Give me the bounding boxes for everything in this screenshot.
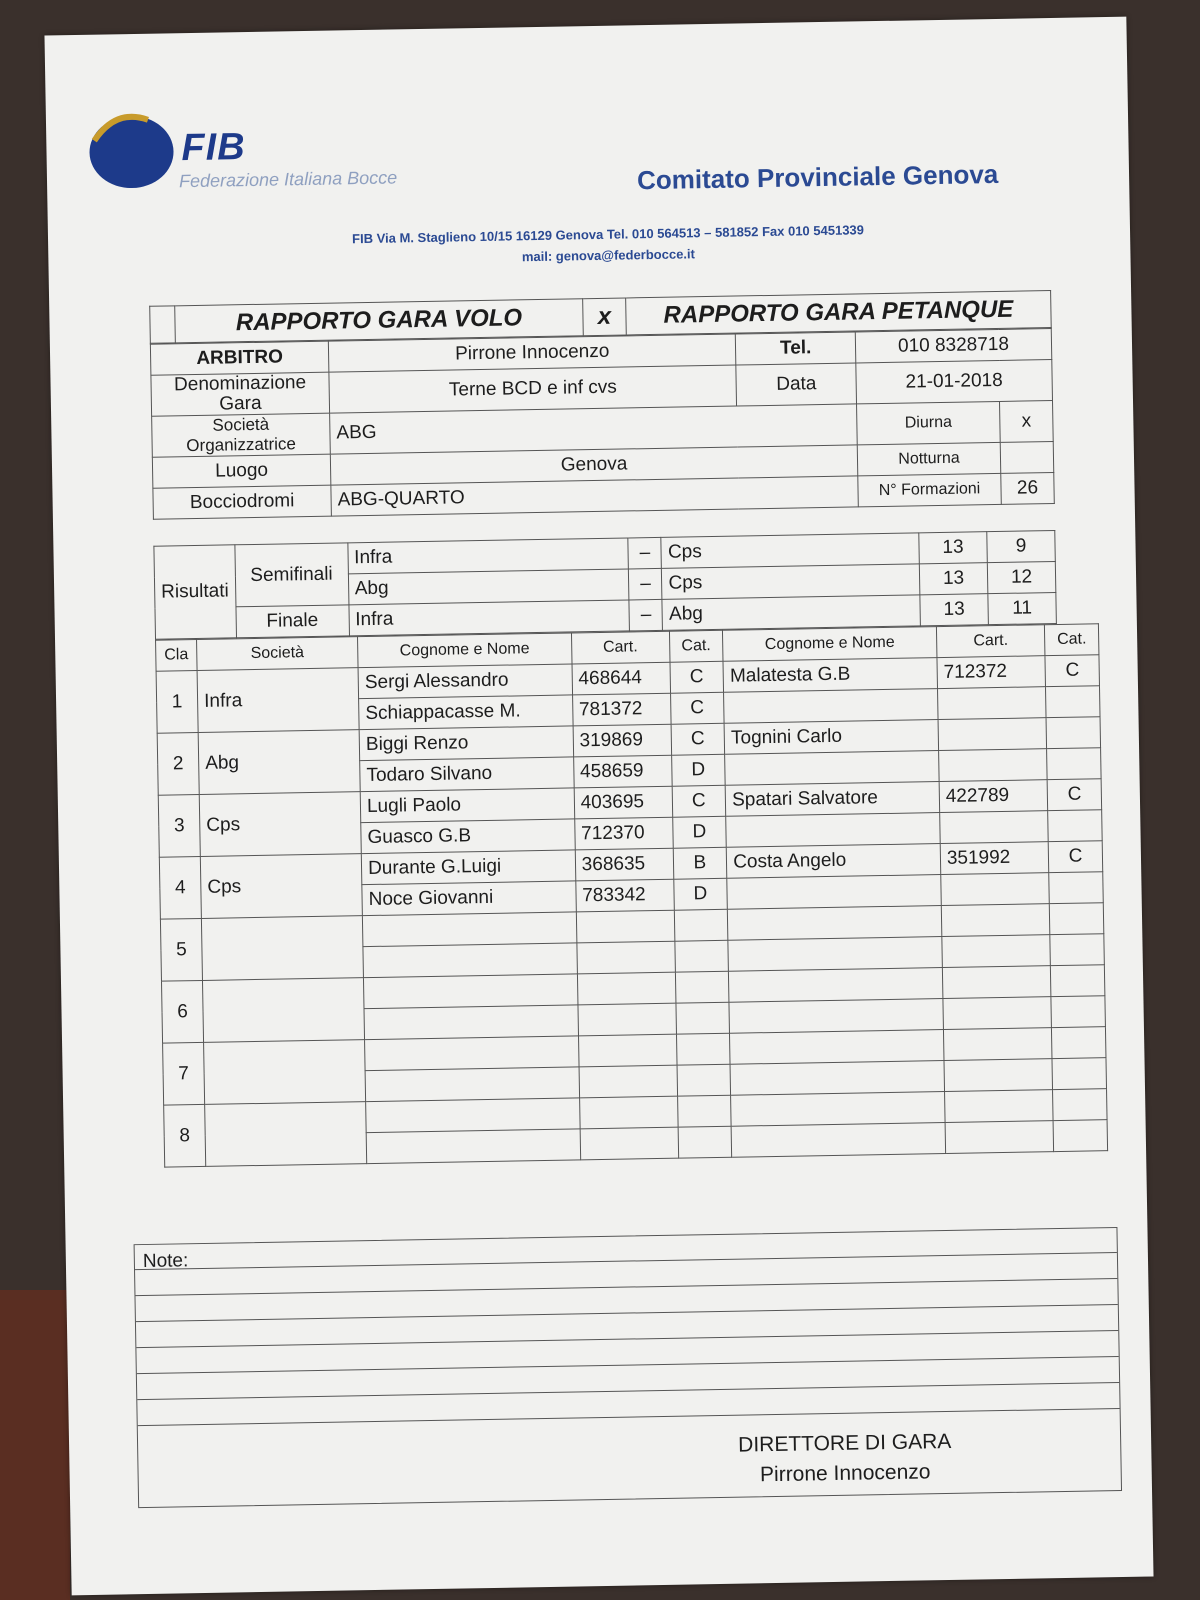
player-card-2 (938, 749, 1047, 782)
player-name (362, 912, 576, 947)
player-card-2 (944, 1059, 1053, 1092)
player-card-2 (942, 935, 1051, 968)
player-category-2: C (1047, 779, 1101, 811)
player-card (578, 1003, 676, 1036)
player-card: 368635 (575, 848, 673, 881)
player-category-2: C (1048, 841, 1102, 873)
col-nome-2: Cognome e Nome (723, 627, 937, 662)
match-separator: – (629, 599, 663, 631)
report-volo: RAPPORTO GARA VOLO (175, 299, 584, 343)
player-card (579, 1096, 677, 1129)
col-cla: Cla (156, 639, 198, 671)
match-score-b: 9 (987, 531, 1056, 563)
player-card (576, 910, 674, 943)
player-name: Biggi Renzo (359, 726, 573, 761)
formazioni-value: 26 (1001, 473, 1055, 505)
rank-societa (201, 916, 363, 981)
player-category-2 (1046, 686, 1100, 718)
player-name (366, 1129, 580, 1164)
finale-label: Finale (236, 605, 350, 638)
report-petanque: RAPPORTO GARA PETANQUE (626, 291, 1052, 335)
player-category: B (673, 847, 727, 879)
player-name-2: Tognini Carlo (724, 720, 938, 755)
director-name: Pirrone Innocenzo (759, 1460, 931, 1487)
note-label: Note: (142, 1250, 189, 1273)
player-name (365, 1067, 579, 1102)
col-cat: Cat. (669, 630, 723, 662)
rank-societa (203, 978, 365, 1043)
player-category (674, 940, 728, 972)
match-team-a: Infra (349, 600, 630, 636)
semifinali-label: Semifinali (234, 543, 348, 607)
player-name-2 (725, 751, 939, 786)
player-name-2 (731, 1123, 945, 1158)
notturna-value (1000, 442, 1054, 474)
rank-position: 2 (157, 732, 199, 795)
ranking-table (155, 623, 1108, 1167)
player-card-2: 351992 (940, 842, 1049, 875)
rank-societa: Cps (199, 792, 361, 857)
results-label: Risultati (154, 545, 236, 639)
formazioni-label: N° Formazioni (858, 473, 1002, 506)
diurna-label: Diurna (857, 401, 1001, 444)
match-separator: – (628, 537, 662, 569)
bocciodromi-value: ABG-QUARTO (331, 476, 858, 516)
tel-value: 010 8328718 (855, 329, 1052, 363)
player-category: C (670, 661, 724, 693)
match-team-a: Infra (347, 538, 628, 574)
notes-box (134, 1227, 1122, 1508)
player-card-2: 422789 (939, 780, 1048, 813)
player-name-2 (729, 968, 943, 1003)
player-card: 458659 (573, 755, 671, 788)
diurna-value: x (1000, 401, 1054, 443)
rank-societa: Cps (200, 854, 362, 919)
player-category-2 (1049, 872, 1103, 904)
player-category (677, 1064, 731, 1096)
player-name: Lugli Paolo (360, 788, 574, 823)
player-name-2: Spatari Salvatore (725, 782, 939, 817)
player-card (580, 1127, 678, 1160)
director-label: DIRETTORE DI GARA (737, 1429, 952, 1457)
player-card-2 (941, 873, 1050, 906)
arbitro-label: ARBITRO (150, 341, 329, 375)
arbitro-value: Pirrone Innocenzo (328, 334, 736, 372)
committee-title: Comitato Provinciale Genova (636, 158, 999, 196)
notturna-label: Notturna (857, 442, 1001, 475)
player-card: 403695 (574, 786, 672, 819)
player-name-2 (730, 1061, 944, 1096)
denominazione-value: Terne BCD e inf cvs (329, 365, 737, 413)
player-category-2 (1050, 903, 1104, 935)
player-card: 468644 (572, 662, 670, 695)
data-value: 21-01-2018 (856, 360, 1053, 404)
logo-abbr: FIB (181, 126, 247, 170)
player-name-2 (729, 999, 943, 1034)
player-name-2: Malatesta G.B (723, 658, 937, 693)
match-score-b: 12 (987, 561, 1056, 593)
player-card (579, 1065, 677, 1098)
rank-societa: Infra (197, 668, 359, 733)
player-card-2 (945, 1121, 1054, 1154)
player-category-2 (1053, 1089, 1107, 1121)
background-wood (0, 1290, 70, 1600)
player-card-2 (942, 966, 1051, 999)
player-card (577, 972, 675, 1005)
player-category-2 (1046, 717, 1100, 749)
col-nome: Cognome e Nome (358, 633, 572, 668)
player-card: 781372 (572, 693, 670, 726)
rank-societa (204, 1040, 366, 1105)
match-separator: – (629, 568, 663, 600)
player-card (578, 1034, 676, 1067)
player-name: Sergi Alessandro (358, 664, 572, 699)
luogo-label: Luogo (152, 454, 331, 488)
col-cat-2: Cat. (1045, 624, 1099, 656)
player-name-2 (724, 689, 938, 724)
rank-position: 3 (158, 794, 200, 857)
player-card-2 (943, 1028, 1052, 1061)
rank-societa: Abg (198, 730, 360, 795)
player-name: Durante G.Luigi (361, 850, 575, 885)
player-name-2 (727, 875, 941, 910)
societa-value: ABG (330, 404, 858, 454)
player-name (366, 1098, 580, 1133)
director-block (738, 1427, 952, 1491)
denominazione-label: Denominazione Gara (151, 372, 330, 416)
rank-position: 6 (161, 980, 203, 1043)
player-category (678, 1126, 732, 1158)
player-category-2 (1047, 748, 1101, 780)
player-category-2 (1048, 810, 1102, 842)
rank-position: 8 (164, 1104, 206, 1167)
societa-label: Società Organizzatrice (152, 413, 331, 457)
report-sheet (44, 17, 1153, 1596)
player-category (676, 1033, 730, 1065)
player-card: 319869 (573, 724, 671, 757)
ranking-body (156, 655, 1108, 1167)
player-name: Todaro Silvano (360, 757, 574, 792)
mail-line: mail: genova@federbocce.it (521, 246, 696, 265)
player-category-2 (1050, 934, 1104, 966)
match-team-a: Abg (348, 569, 629, 605)
rank-position: 7 (163, 1042, 205, 1105)
player-category-2 (1051, 965, 1105, 997)
player-card (577, 941, 675, 974)
player-card-2 (943, 997, 1052, 1030)
match-team-b: Cps (661, 533, 919, 568)
address-block (258, 218, 959, 272)
player-category-2 (1052, 1027, 1106, 1059)
player-category: D (672, 816, 726, 848)
player-card-2 (937, 687, 1046, 720)
data-label: Data (736, 363, 856, 406)
player-name-2: Costa Angelo (726, 844, 940, 879)
fib-logo-icon (86, 109, 177, 191)
player-name (364, 1005, 578, 1040)
col-cart-2: Cart. (936, 625, 1045, 658)
match-team-b: Cps (662, 564, 920, 599)
address-line: FIB Via M. Staglieno 10/15 16129 Genova Tel. 010 564513 – 581852 Fax 010 5451339 (351, 222, 865, 247)
player-card-2 (940, 811, 1049, 844)
rank-position: 1 (156, 670, 198, 733)
player-category (674, 909, 728, 941)
player-category: C (671, 723, 725, 755)
player-card: 712370 (574, 817, 672, 850)
player-category: D (673, 878, 727, 910)
player-name-2 (726, 813, 940, 848)
rank-position: 5 (160, 918, 202, 981)
match-score-a: 13 (920, 594, 989, 626)
player-category-2 (1053, 1120, 1107, 1152)
player-category-2: C (1045, 655, 1099, 687)
header-table (150, 328, 1055, 520)
tel-label: Tel. (736, 332, 856, 365)
col-cart: Cart. (571, 631, 669, 664)
match-score-a: 13 (919, 532, 988, 564)
player-card-2 (941, 904, 1050, 937)
player-category-2 (1051, 996, 1105, 1028)
player-name (365, 1036, 579, 1071)
logo-name: Federazione Italiana Bocce (178, 167, 398, 192)
player-card: 783342 (575, 879, 673, 912)
player-category: C (670, 692, 724, 724)
player-name (363, 943, 577, 978)
col-societa: Società (197, 637, 359, 671)
bocciodromi-label: Bocciodromi (153, 485, 332, 519)
rank-position: 4 (159, 856, 201, 919)
player-category (675, 971, 729, 1003)
player-category: D (671, 754, 725, 786)
match-score-b: 11 (988, 592, 1057, 624)
player-category: C (672, 785, 726, 817)
results-table (153, 530, 1057, 640)
fib-logo (86, 104, 508, 201)
match-score-a: 13 (919, 563, 988, 595)
player-category (677, 1095, 731, 1127)
match-team-b: Abg (662, 595, 920, 630)
player-category-2 (1052, 1058, 1106, 1090)
player-name-2 (730, 1030, 944, 1065)
player-name: Noce Giovanni (362, 881, 576, 916)
player-category (676, 1002, 730, 1034)
rank-societa (205, 1102, 367, 1167)
player-name-2 (728, 937, 942, 972)
player-card-2: 712372 (937, 656, 1046, 689)
player-name: Guasco G.B (361, 819, 575, 854)
player-card-2 (938, 718, 1047, 751)
luogo-value: Genova (330, 445, 857, 485)
player-name-2 (731, 1092, 945, 1127)
player-name: Schiappacasse M. (359, 695, 573, 730)
player-card-2 (944, 1090, 1053, 1123)
player-name-2 (728, 906, 942, 941)
report-mark: x (583, 298, 627, 336)
player-name (364, 974, 578, 1009)
